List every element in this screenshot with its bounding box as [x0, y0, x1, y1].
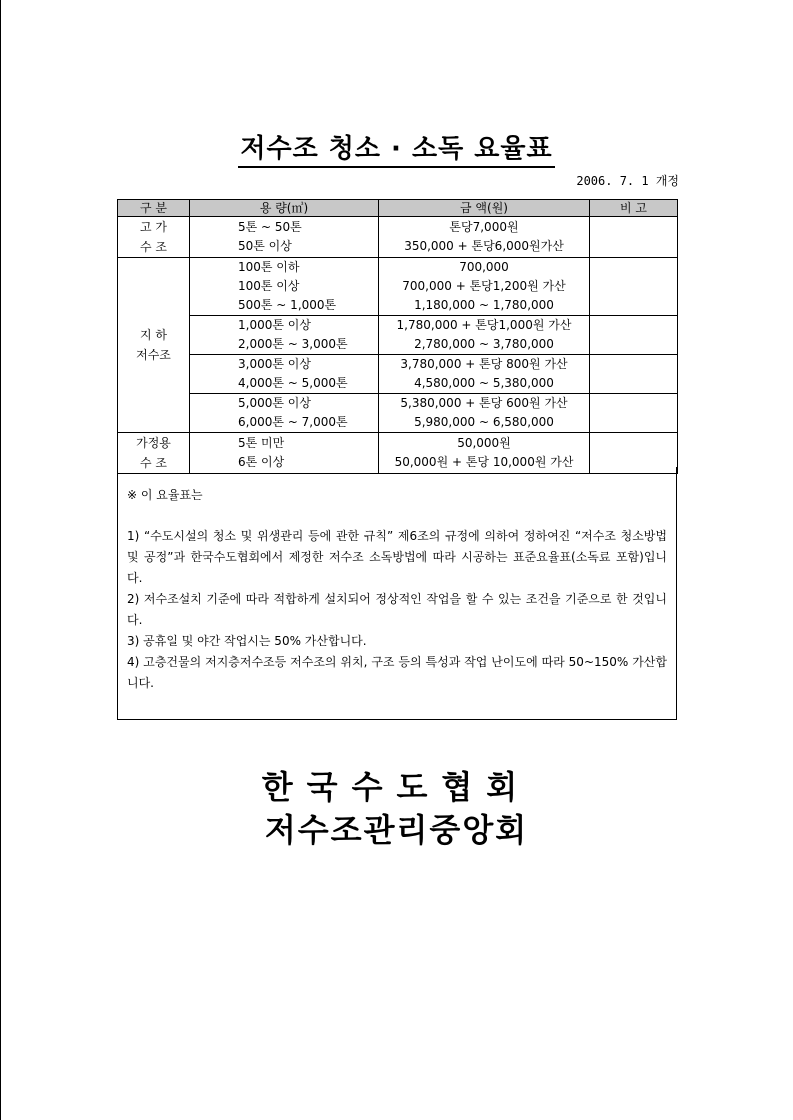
amount-cell	[379, 355, 590, 394]
category-cell	[118, 217, 190, 258]
capacity-cell	[190, 355, 379, 394]
capacity-range: 500톤 ~ 1,000톤	[238, 298, 337, 312]
table-row	[118, 217, 678, 258]
category-label: 가정용	[136, 436, 171, 450]
note-item-1: 1) “수도시설의 청소 및 위생관리 등에 관한 규칙” 제6조의 규정에 의하여 정하여진 “저수조 청소방법 및 공정”과 한국수도협회에서 제정한 저수조 소독방법에 따라 시공하는 표준요율표(소독료 포함)입니다.	[127, 529, 667, 585]
capacity-range: 6톤 이상	[238, 455, 285, 469]
amount-cell	[379, 394, 590, 433]
amount-value: 50,000원	[457, 436, 511, 450]
category-label: 저수조	[136, 348, 171, 362]
amount-value: 4,580,000 ~ 5,380,000	[414, 376, 554, 390]
capacity-cell	[190, 217, 379, 258]
category-label: 고 가	[140, 220, 167, 234]
remarks-cell	[590, 355, 678, 394]
amount-value: 700,000	[459, 260, 509, 274]
category-cell	[118, 258, 190, 433]
remarks-cell	[590, 394, 678, 433]
note-item-3: 3) 공휴일 및 야간 작업시는 50% 가산합니다.	[127, 634, 367, 648]
organization-subname: 저수조관리중앙회	[264, 811, 529, 849]
amount-value: 1,780,000 + 톤당1,000원 가산	[396, 318, 572, 332]
table-row	[118, 355, 678, 394]
document-title: 저수조 청소 · 소독 요율표	[0, 128, 793, 165]
notes-body	[127, 526, 667, 694]
capacity-cell	[190, 394, 379, 433]
amount-cell	[379, 258, 590, 316]
rate-table-body	[118, 217, 678, 474]
category-label: 수 조	[140, 456, 167, 470]
capacity-range: 1,000톤 이상	[238, 318, 311, 332]
amount-value: 톤당7,000원	[449, 220, 519, 234]
category-label: 지 하	[140, 328, 167, 342]
capacity-range: 3,000톤 이상	[238, 357, 311, 371]
capacity-cell	[190, 258, 379, 316]
capacity-cell	[190, 316, 379, 355]
capacity-range: 50톤 이상	[238, 239, 292, 253]
capacity-range: 2,000톤 ~ 3,000톤	[238, 337, 348, 351]
revision-date: 2006. 7. 1 개정	[576, 174, 679, 188]
header-capacity: 용 량(㎥)	[190, 200, 379, 217]
table-row	[118, 316, 678, 355]
note-item-4: 4) 고층건물의 저지층저수조등 저수조의 위치, 구조 등의 특성과 작업 난이도에 따라 50~150% 가산합니다.	[127, 655, 667, 690]
amount-value: 350,000 + 톤당6,000원가산	[404, 239, 564, 253]
table-row	[118, 394, 678, 433]
notes-box	[117, 467, 677, 720]
amount-value: 5,380,000 + 톤당 600원 가산	[400, 396, 568, 410]
table-row	[118, 258, 678, 316]
amount-cell	[379, 316, 590, 355]
capacity-range: 5톤 ~ 50톤	[238, 220, 302, 234]
capacity-range: 4,000톤 ~ 5,000톤	[238, 376, 348, 390]
amount-value: 3,780,000 + 톤당 800원 가산	[400, 357, 568, 371]
header-category: 구 분	[118, 200, 190, 217]
amount-value: 700,000 + 톤당1,200원 가산	[402, 279, 566, 293]
remarks-cell	[590, 258, 678, 316]
page-left-border	[0, 0, 1, 1120]
notes-heading: ※ 이 요율표는	[127, 488, 203, 502]
rate-table	[117, 199, 678, 474]
amount-value: 1,180,000 ~ 1,780,000	[414, 298, 554, 312]
amount-value: 50,000원 + 톤당 10,000원 가산	[394, 455, 574, 469]
amount-value: 2,780,000 ~ 3,780,000	[414, 337, 554, 351]
capacity-range: 100톤 이상	[238, 279, 300, 293]
capacity-range: 5,000톤 이상	[238, 396, 311, 410]
note-item-2: 2) 저수조설치 기준에 따라 적합하게 설치되어 정상적인 작업을 할 수 있는 조건을 기준으로 한 것입니다.	[127, 592, 667, 627]
header-amount: 금 액(원)	[379, 200, 590, 217]
capacity-range: 6,000톤 ~ 7,000톤	[238, 415, 348, 429]
amount-value: 5,980,000 ~ 6,580,000	[414, 415, 554, 429]
header-remarks: 비 고	[590, 200, 678, 217]
remarks-cell	[590, 217, 678, 258]
capacity-range: 5톤 미만	[238, 436, 285, 450]
remarks-cell	[590, 316, 678, 355]
category-label: 수 조	[140, 240, 167, 254]
amount-cell	[379, 217, 590, 258]
capacity-range: 100톤 이하	[238, 260, 300, 274]
organization-name: 한국수도협회	[261, 768, 532, 806]
table-header-row	[118, 200, 678, 217]
